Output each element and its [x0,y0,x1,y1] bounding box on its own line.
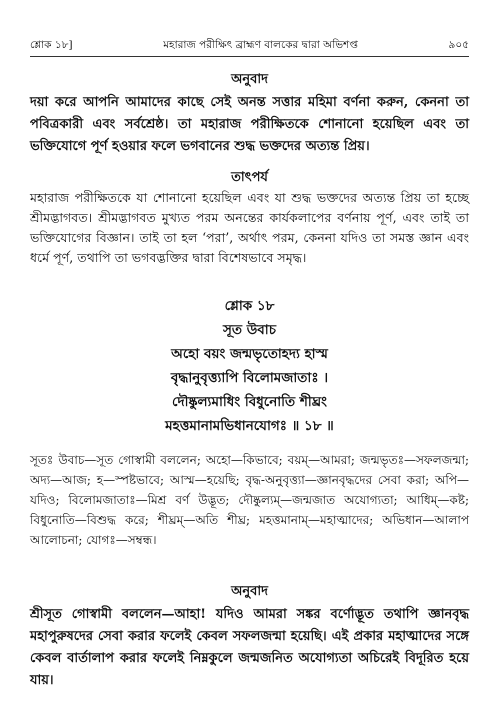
translation-text: দয়া করে আপনি আমাদের কাছে সেই অনন্ত সত্তার মহিমা বর্ণনা করুন, কেননা তা পবিত্রকারী এবং সর্বশ্রেষ্ঠ। তা মহারাজ পরীক্ষিতকে শোনানো হয়েছিল এবং তা ভক্তিযোগে পূর্ণ হওয়ার ফলে ভগবানের শুদ্ধ ভক্তদের অত্যন্ত প্রিয়। [30,95,469,154]
verse-translation-text: শ্রীসূত গোস্বামী বললেন—আহা! যদিও আমরা সঙ্কর বর্ণোদ্ভূত তথাপি জ্ঞানবৃদ্ধ মহাপুরুষদের সেবা করার ফলেই কেবল সফলজন্মা হয়েছি। এই প্রকার মহাত্মাদের সঙ্গে কেবল বার্তালাপ করার ফলেই নিম্নকুলে জন্মজনিত অযোগ্যতা অচিরেই বিদূরিত হয়ে যায়। [30,607,469,688]
purport-heading: তাৎপর্য [231,170,268,185]
verse-block [0,294,499,438]
purport-text: মহারাজ পরীক্ষিতকে যা শোনানো হয়েছিল এবং যা শুদ্ধ ভক্তদের অত্যন্ত প্রিয় তা হচ্ছে শ্রীমদ্ভাগবত। শ্রীমদ্ভাগবত মুখ্যত পরম অনন্তের কার্যকলাপের বর্ণনায় পূর্ণ, এবং তাই তা ভক্তিযোগের বিজ্ঞান। তাই তা হল ‘পরা’, অর্থাৎ পরম, কেননা যদিও তা সমস্ত জ্ঞান এবং ধর্মে পূর্ণ, তথাপি তা ভগবদ্ভক্তির দ্বারা বিশেষভাবে সমৃদ্ধ। [30,190,469,265]
header-verse-ref: শ্লোক ১৮] [30,39,73,51]
verse-line-3: দৌষ্কুল্যমাধিং বিধুনোতি শীঘ্রং [172,394,327,410]
verse-translation-heading: অনুবাদ [231,584,268,599]
verse-line-2: বৃদ্ধানুবৃত্ত্যাপি বিলোমজাতাঃ । [170,370,329,386]
verse-number: শ্লোক ১৮ [224,298,275,314]
verse-speaker: সূত উবাচ [223,322,276,338]
running-header [30,38,469,54]
translation-heading: অনুবাদ [231,72,268,87]
verse-line-4: মহত্তমানামভিধানযোগঃ ॥ ১৮ ॥ [165,418,334,434]
header-chapter-title: মহারাজ পরীক্ষিৎ ব্রাহ্মণ বালকের দ্বারা অভিশপ্ত [163,39,358,51]
header-rule [30,56,469,57]
page-number: ৯০৫ [448,39,469,51]
synonyms-text: সূতঃ উবাচ—সূত গোস্বামী বললেন; অহো—কিভাবে; বয়ম্—আমরা; জন্মভৃতঃ—সফলজন্মা; অদ্য—আজ; হ—স্পষ্টভাবে; আস্ম—হয়েছি; বৃদ্ধ-অনুবৃত্ত্যা—জ্ঞানবৃদ্ধদের সেবা করা; অপি—যদিও; বিলোমজাতাঃ—মিশ্র বর্ণ উদ্ভূত; দৌষ্কুল্যম্—জন্মজাত অযোগ্যতা; আধিম্—কষ্ট; বিধুনোতি—বিশুদ্ধ করে; শীঘ্রম্—অতি শীঘ্র; মহত্তমানাম্—মহাত্মাদের; অভিধান—আলাপ আলোচনা; যোগঃ—সম্বন্ধ। [30,453,469,547]
verse-line-1: অহো বয়ং জন্মভৃতোহদ্য হাস্ম [171,346,328,362]
